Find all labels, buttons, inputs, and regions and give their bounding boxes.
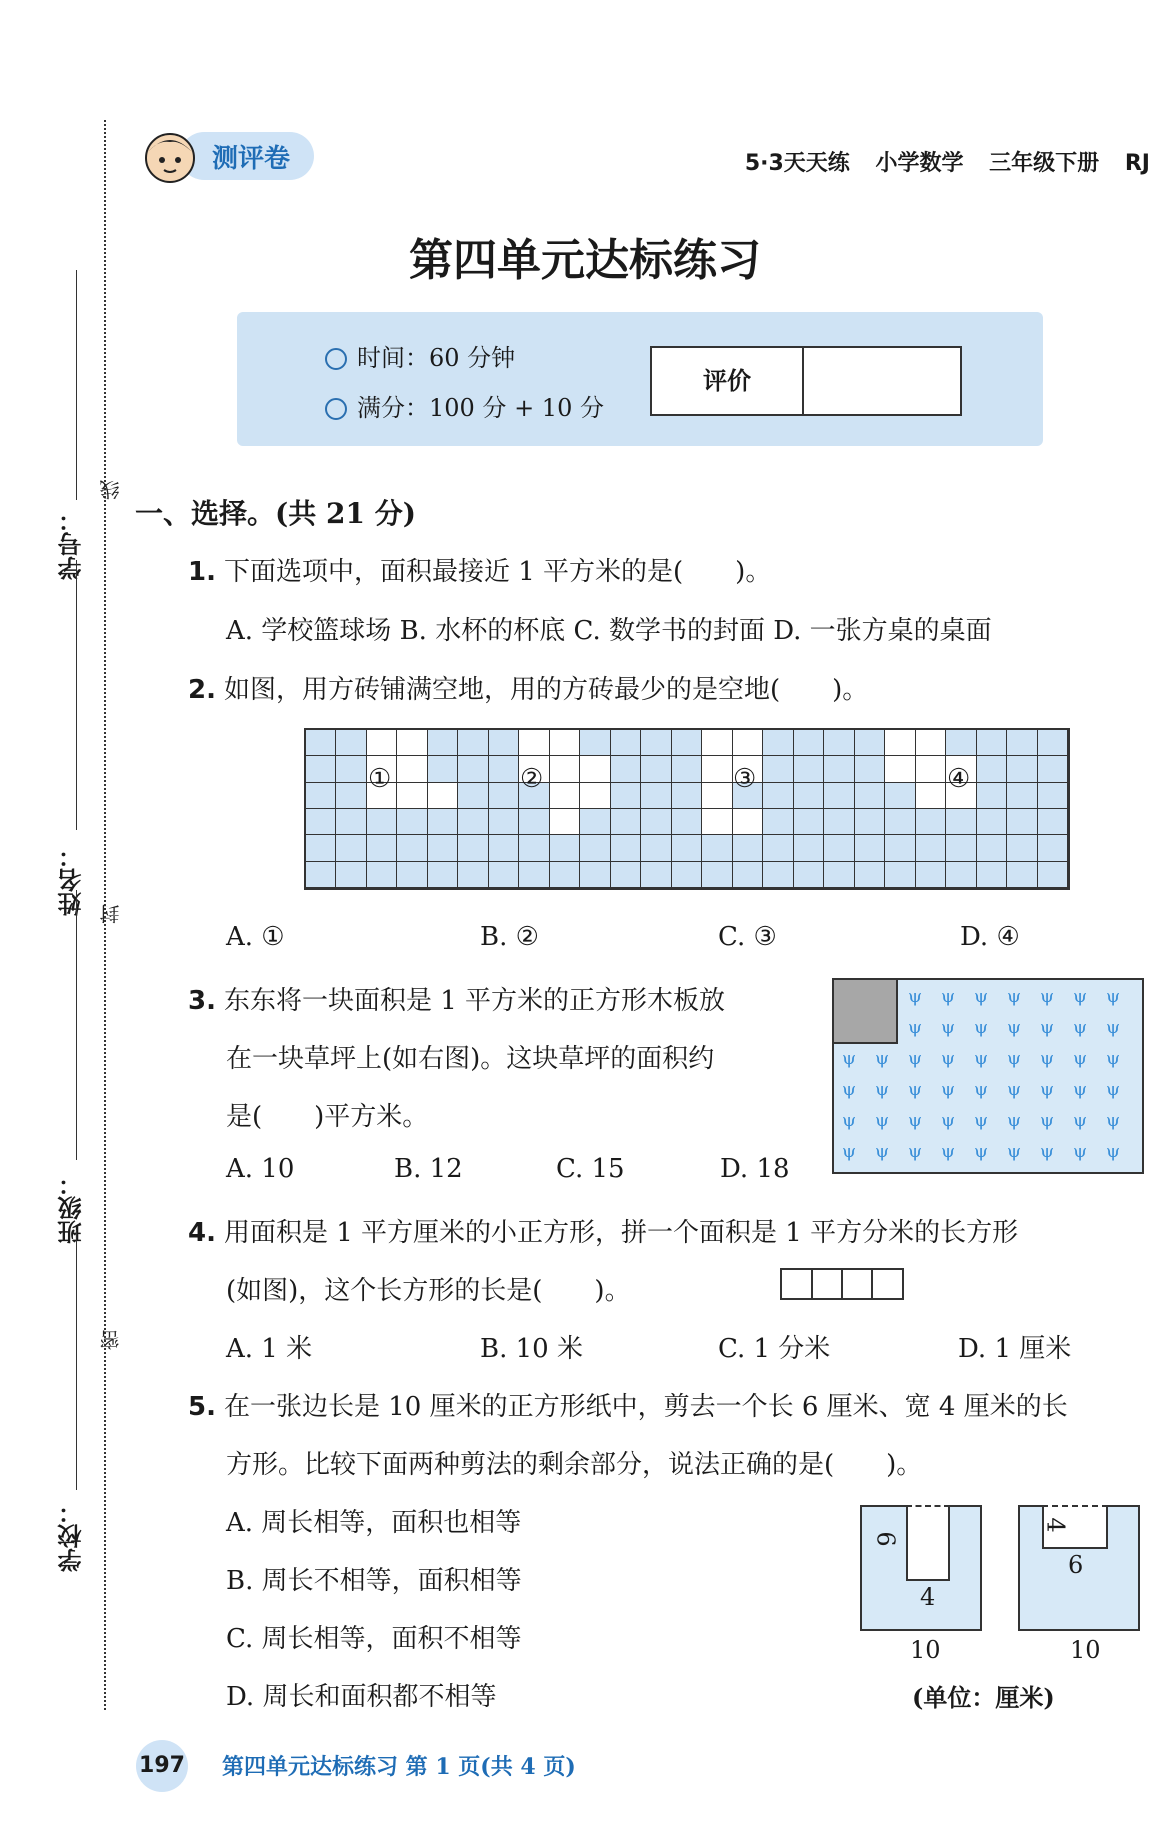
mark-bind: 密 (99, 1330, 123, 1350)
grass-icon: ψ (941, 1017, 956, 1038)
grass-icon: ψ (908, 1079, 923, 1100)
grid-tile (458, 809, 488, 835)
question-2-option-c: C. ③ (718, 922, 777, 952)
grass-icon: ψ (1073, 1017, 1088, 1038)
question-2-option-d: D. ④ (960, 922, 1020, 952)
grid-tile (672, 862, 702, 888)
region-label-3: ③ (733, 764, 757, 794)
grid-tile (611, 809, 641, 835)
grid-tile (733, 835, 763, 861)
mark-line: 线 (99, 480, 123, 500)
subject-name: 小学数学 (875, 151, 964, 176)
grid-tile (794, 809, 824, 835)
grass-icon: ψ (908, 1048, 923, 1069)
fig2-width-label: 10 (1070, 1636, 1101, 1664)
grass-icon: ψ (1073, 1048, 1088, 1069)
grass-icon: ψ (842, 1048, 857, 1069)
evaluation-label: 评价 (652, 348, 804, 414)
grid-tile (428, 809, 458, 835)
grid-tile (336, 835, 366, 861)
grid-tile (397, 783, 427, 809)
grass-icon: ψ (1040, 986, 1055, 1007)
cut-figure-2 (1018, 1505, 1140, 1631)
grid-tile (794, 862, 824, 888)
grass-icon: ψ (1073, 986, 1088, 1007)
grid-tile (702, 730, 732, 756)
grid-tile (641, 862, 671, 888)
grass-icon: ψ (974, 1048, 989, 1069)
question-3-option-a: A. 10 (226, 1154, 295, 1184)
grid-tile (641, 809, 671, 835)
wooden-board (834, 980, 898, 1044)
grid-tile (977, 862, 1007, 888)
grass-icon: ψ (974, 986, 989, 1007)
grid-tile (428, 730, 458, 756)
grass-icon: ψ (974, 1110, 989, 1131)
fig1-width-label: 10 (910, 1636, 941, 1664)
book-info (727, 146, 1150, 177)
region-label-2: ② (520, 764, 544, 794)
grass-icon: ψ (1040, 1048, 1055, 1069)
grass-icon: ψ (875, 1079, 890, 1100)
grid-tile (702, 862, 732, 888)
question-3-option-d: D. 18 (720, 1154, 790, 1184)
grid-tile (306, 756, 336, 782)
fig1-side-label: 6 (871, 1531, 900, 1547)
grass-icon: ψ (1007, 1141, 1022, 1162)
grid-tile (489, 862, 519, 888)
grid-tile (946, 862, 976, 888)
cut-hole-1 (906, 1505, 950, 1581)
grass-icon: ψ (974, 1017, 989, 1038)
grid-tile (550, 835, 580, 861)
score-row (325, 388, 604, 423)
grid-tile (885, 835, 915, 861)
grid-tile (611, 862, 641, 888)
page-number: 197 (136, 1740, 188, 1792)
grid-tile (885, 756, 915, 782)
grid-tile (763, 835, 793, 861)
grid-tile (489, 756, 519, 782)
grid-tile (702, 835, 732, 861)
grid-tile (550, 809, 580, 835)
grid-tile (824, 862, 854, 888)
grid-tile (1007, 835, 1037, 861)
grid-tile (977, 730, 1007, 756)
question-5-option-c: C. 周长相等，面积不相等 (226, 1624, 522, 1654)
grid-tile (611, 835, 641, 861)
grid-tile (641, 756, 671, 782)
grid-tile (855, 835, 885, 861)
question-4-option-a: A. 1 米 (226, 1334, 313, 1364)
lawn-figure (832, 978, 1144, 1174)
grid-tile (977, 835, 1007, 861)
grid-tile (885, 730, 915, 756)
grid-tile (1038, 809, 1068, 835)
grid-tile (946, 730, 976, 756)
question-3-line-2: 在一块草坪上(如右图)。这块草坪的面积约 (226, 1044, 715, 1074)
grid-tile (580, 756, 610, 782)
grid-tile (336, 862, 366, 888)
grass-icon: ψ (941, 1079, 956, 1100)
grass-icon: ψ (1106, 986, 1121, 1007)
grid-tile (489, 730, 519, 756)
question-4-option-d: D. 1 厘米 (958, 1334, 1072, 1364)
grass-icon: ψ (941, 1048, 956, 1069)
grass-icon: ψ (908, 1017, 923, 1038)
grass-icon: ψ (908, 1110, 923, 1131)
grass-icon: ψ (875, 1048, 890, 1069)
grid-tile (1007, 862, 1037, 888)
grid-tile (306, 835, 336, 861)
grid-tile (672, 730, 702, 756)
grid-tile (580, 783, 610, 809)
grass-icon: ψ (1073, 1079, 1088, 1100)
fig2-side-label: 4 (1041, 1517, 1070, 1533)
grid-tile (336, 756, 366, 782)
student-id-line (76, 270, 77, 500)
question-2-option-b: B. ② (480, 922, 539, 952)
question-5-line-2: 方形。比较下面两种剪法的剩余部分，说法正确的是( )。 (226, 1450, 923, 1480)
grass-icon: ψ (1007, 1079, 1022, 1100)
student-mascot-icon (140, 128, 200, 188)
question-3-line-1: 3. 东东将一块面积是 1 平方米的正方形木板放 (188, 986, 726, 1016)
grid-tile (916, 809, 946, 835)
grid-tile (1007, 809, 1037, 835)
grass-icon: ψ (1106, 1079, 1121, 1100)
class-line (76, 890, 77, 1160)
grid-tile (1038, 730, 1068, 756)
grid-tile (1038, 835, 1068, 861)
grass-icon: ψ (1007, 1017, 1022, 1038)
grid-tile (702, 809, 732, 835)
page-title: 第四单元达标练习 (409, 235, 761, 286)
question-1: 1. 下面选项中，面积最接近 1 平方米的是( )。 (188, 557, 772, 587)
grid-tile (977, 809, 1007, 835)
grass-icon: ψ (1040, 1110, 1055, 1131)
grass-icon: ψ (842, 1110, 857, 1131)
grid-tile (946, 809, 976, 835)
tile-grid-figure (304, 728, 1070, 890)
grid-tile (733, 862, 763, 888)
grid-tile (1007, 756, 1037, 782)
grid-tile (550, 756, 580, 782)
grass-icon: ψ (1106, 1017, 1121, 1038)
grid-tile (489, 809, 519, 835)
grid-tile (824, 730, 854, 756)
footer-text: 第四单元达标练习 第 1 页(共 4 页) (222, 1754, 576, 1780)
time-row (325, 338, 515, 373)
grid-tile (916, 835, 946, 861)
grid-tile (611, 730, 641, 756)
grid-tile (336, 809, 366, 835)
grid-tile (489, 783, 519, 809)
grid-tile (916, 783, 946, 809)
grass-icon: ψ (875, 1141, 890, 1162)
fig1-bottom-label: 4 (920, 1583, 936, 1611)
evaluation-box (650, 346, 962, 416)
unit-label: (单位：厘米) (912, 1683, 1055, 1712)
grid-tile (428, 756, 458, 782)
question-3-option-c: C. 15 (556, 1154, 625, 1184)
grass-icon: ψ (1073, 1141, 1088, 1162)
question-4-option-c: C. 1 分米 (718, 1334, 831, 1364)
grid-tile (580, 862, 610, 888)
grid-tile (550, 862, 580, 888)
grid-tile (519, 862, 549, 888)
grid-tile (306, 809, 336, 835)
grass-icon: ψ (974, 1141, 989, 1162)
grid-tile (397, 862, 427, 888)
grid-tile (428, 862, 458, 888)
cut-figure-1 (860, 1505, 982, 1631)
grid-tile (672, 835, 702, 861)
grass-icon: ψ (1073, 1110, 1088, 1131)
grass-icon: ψ (941, 1110, 956, 1131)
grid-tile (702, 783, 732, 809)
grass-icon: ψ (1040, 1017, 1055, 1038)
grid-tile (855, 862, 885, 888)
grid-tile (885, 783, 915, 809)
grid-tile (580, 730, 610, 756)
grid-tile (763, 783, 793, 809)
question-3-line-3: 是( )平方米。 (226, 1102, 429, 1132)
grid-tile (1038, 862, 1068, 888)
grid-tile (672, 756, 702, 782)
grid-tile (550, 783, 580, 809)
grid-tile (428, 783, 458, 809)
clock-icon (325, 348, 347, 370)
grid-tile (1007, 730, 1037, 756)
grid-tile (641, 730, 671, 756)
grid-tile (458, 835, 488, 861)
grid-tile (611, 756, 641, 782)
grid-tile (1038, 783, 1068, 809)
question-2-option-a: A. ① (226, 922, 285, 952)
grass-icon: ψ (941, 1141, 956, 1162)
edition-name: RJ (1124, 151, 1150, 176)
grid-tile (367, 835, 397, 861)
grid-tile (397, 756, 427, 782)
grass-icon: ψ (941, 986, 956, 1007)
test-badge (140, 128, 316, 184)
grade-name: 三年级下册 (989, 151, 1100, 176)
question-1-options: A. 学校篮球场 B. 水杯的杯底 C. 数学书的封面 D. 一张方桌的桌面 (226, 616, 992, 646)
grid-tile (824, 783, 854, 809)
grid-tile (794, 783, 824, 809)
question-4-line-2: (如图)，这个长方形的长是( )。 (226, 1276, 631, 1306)
grid-tile (885, 862, 915, 888)
grid-tile (946, 835, 976, 861)
grid-tile (1038, 756, 1068, 782)
grid-tile (733, 809, 763, 835)
grid-tile (458, 756, 488, 782)
grid-tile (977, 783, 1007, 809)
grass-icon: ψ (974, 1079, 989, 1100)
grid-tile (336, 783, 366, 809)
grid-tile (397, 835, 427, 861)
grid-tile (672, 783, 702, 809)
grass-icon: ψ (1007, 1110, 1022, 1131)
badge-label: 测评卷 (212, 144, 291, 174)
region-label-4: ④ (947, 764, 971, 794)
section-heading: 一、选择。(共 21 分) (135, 497, 416, 530)
question-4-option-b: B. 10 米 (480, 1334, 583, 1364)
grass-icon: ψ (875, 1110, 890, 1131)
region-label-1: ① (368, 764, 392, 794)
grid-tile (763, 756, 793, 782)
grid-tile (489, 835, 519, 861)
grid-tile (855, 783, 885, 809)
grid-tile (458, 730, 488, 756)
grid-tile (763, 809, 793, 835)
grid-tile (763, 730, 793, 756)
grass-icon: ψ (908, 986, 923, 1007)
grass-icon: ψ (1040, 1079, 1055, 1100)
grid-tile (641, 783, 671, 809)
grid-tile (367, 862, 397, 888)
question-5-option-d: D. 周长和面积都不相等 (226, 1682, 497, 1712)
grid-tile (855, 756, 885, 782)
grid-tile (580, 809, 610, 835)
grid-tile (885, 809, 915, 835)
question-4-line-1: 4. 用面积是 1 平方厘米的小正方形，拼一个面积是 1 平方分米的长方形 (188, 1218, 1019, 1248)
series-name: 5·3天天练 (744, 151, 850, 176)
grass-icon: ψ (1007, 986, 1022, 1007)
grid-tile (428, 835, 458, 861)
checkmark-icon (325, 398, 347, 420)
grid-tile (916, 730, 946, 756)
grid-tile (367, 809, 397, 835)
grid-tile (855, 730, 885, 756)
grid-tile (397, 730, 427, 756)
grid-tile (458, 862, 488, 888)
grid-tile (367, 730, 397, 756)
exam-info-box (237, 312, 1043, 446)
name-line (76, 560, 77, 830)
grass-icon: ψ (1106, 1048, 1121, 1069)
grass-icon: ψ (1106, 1141, 1121, 1162)
grid-tile (519, 809, 549, 835)
time-text: 时间：60 分钟 (357, 344, 516, 372)
grid-tile (702, 756, 732, 782)
question-5-line-1: 5. 在一张边长是 10 厘米的正方形纸中，剪去一个长 6 厘米、宽 4 厘米的长 (188, 1392, 1068, 1422)
grid-tile (855, 809, 885, 835)
question-2: 2. 如图，用方砖铺满空地，用的方砖最少的是空地( )。 (188, 675, 869, 705)
question-3-option-b: B. 12 (394, 1154, 463, 1184)
grid-tile (580, 835, 610, 861)
grid-tile (641, 835, 671, 861)
grid-tile (824, 809, 854, 835)
grid-tile (794, 730, 824, 756)
grid-tile (458, 783, 488, 809)
grid-tile (977, 756, 1007, 782)
grid-tile (794, 835, 824, 861)
square-strip-figure (780, 1268, 904, 1300)
student-id-label: 学号： (57, 508, 86, 580)
name-label: 姓名： (57, 844, 86, 916)
grid-tile (794, 756, 824, 782)
grid-tile (336, 730, 366, 756)
grid-tile (519, 835, 549, 861)
grass-icon: ψ (1040, 1141, 1055, 1162)
grid-tile (672, 809, 702, 835)
grid-tile (733, 730, 763, 756)
grid-tile (824, 756, 854, 782)
grass-icon: ψ (1106, 1110, 1121, 1131)
grid-tile (306, 783, 336, 809)
school-label: 学校： (57, 1500, 86, 1572)
score-text: 满分：100 分 + 10 分 (357, 394, 604, 422)
class-label: 班级： (57, 1172, 86, 1244)
grid-tile (611, 783, 641, 809)
grass-icon: ψ (908, 1141, 923, 1162)
school-line (76, 1230, 77, 1490)
grid-tile (763, 862, 793, 888)
grid-tile (519, 730, 549, 756)
grid-tile (916, 862, 946, 888)
grid-tile (916, 756, 946, 782)
question-5-option-a: A. 周长相等，面积也相等 (226, 1508, 522, 1538)
grid-tile (397, 809, 427, 835)
grid-tile (1007, 783, 1037, 809)
grid-tile (824, 835, 854, 861)
grid-tile (306, 862, 336, 888)
mark-seal: 封 (99, 904, 123, 924)
grid-tile (306, 730, 336, 756)
grid-tile (550, 730, 580, 756)
grass-icon: ψ (1007, 1048, 1022, 1069)
question-5-option-b: B. 周长不相等，面积相等 (226, 1566, 522, 1596)
fig2-bottom-label: 6 (1068, 1551, 1084, 1579)
grass-icon: ψ (842, 1079, 857, 1100)
grass-icon: ψ (842, 1141, 857, 1162)
